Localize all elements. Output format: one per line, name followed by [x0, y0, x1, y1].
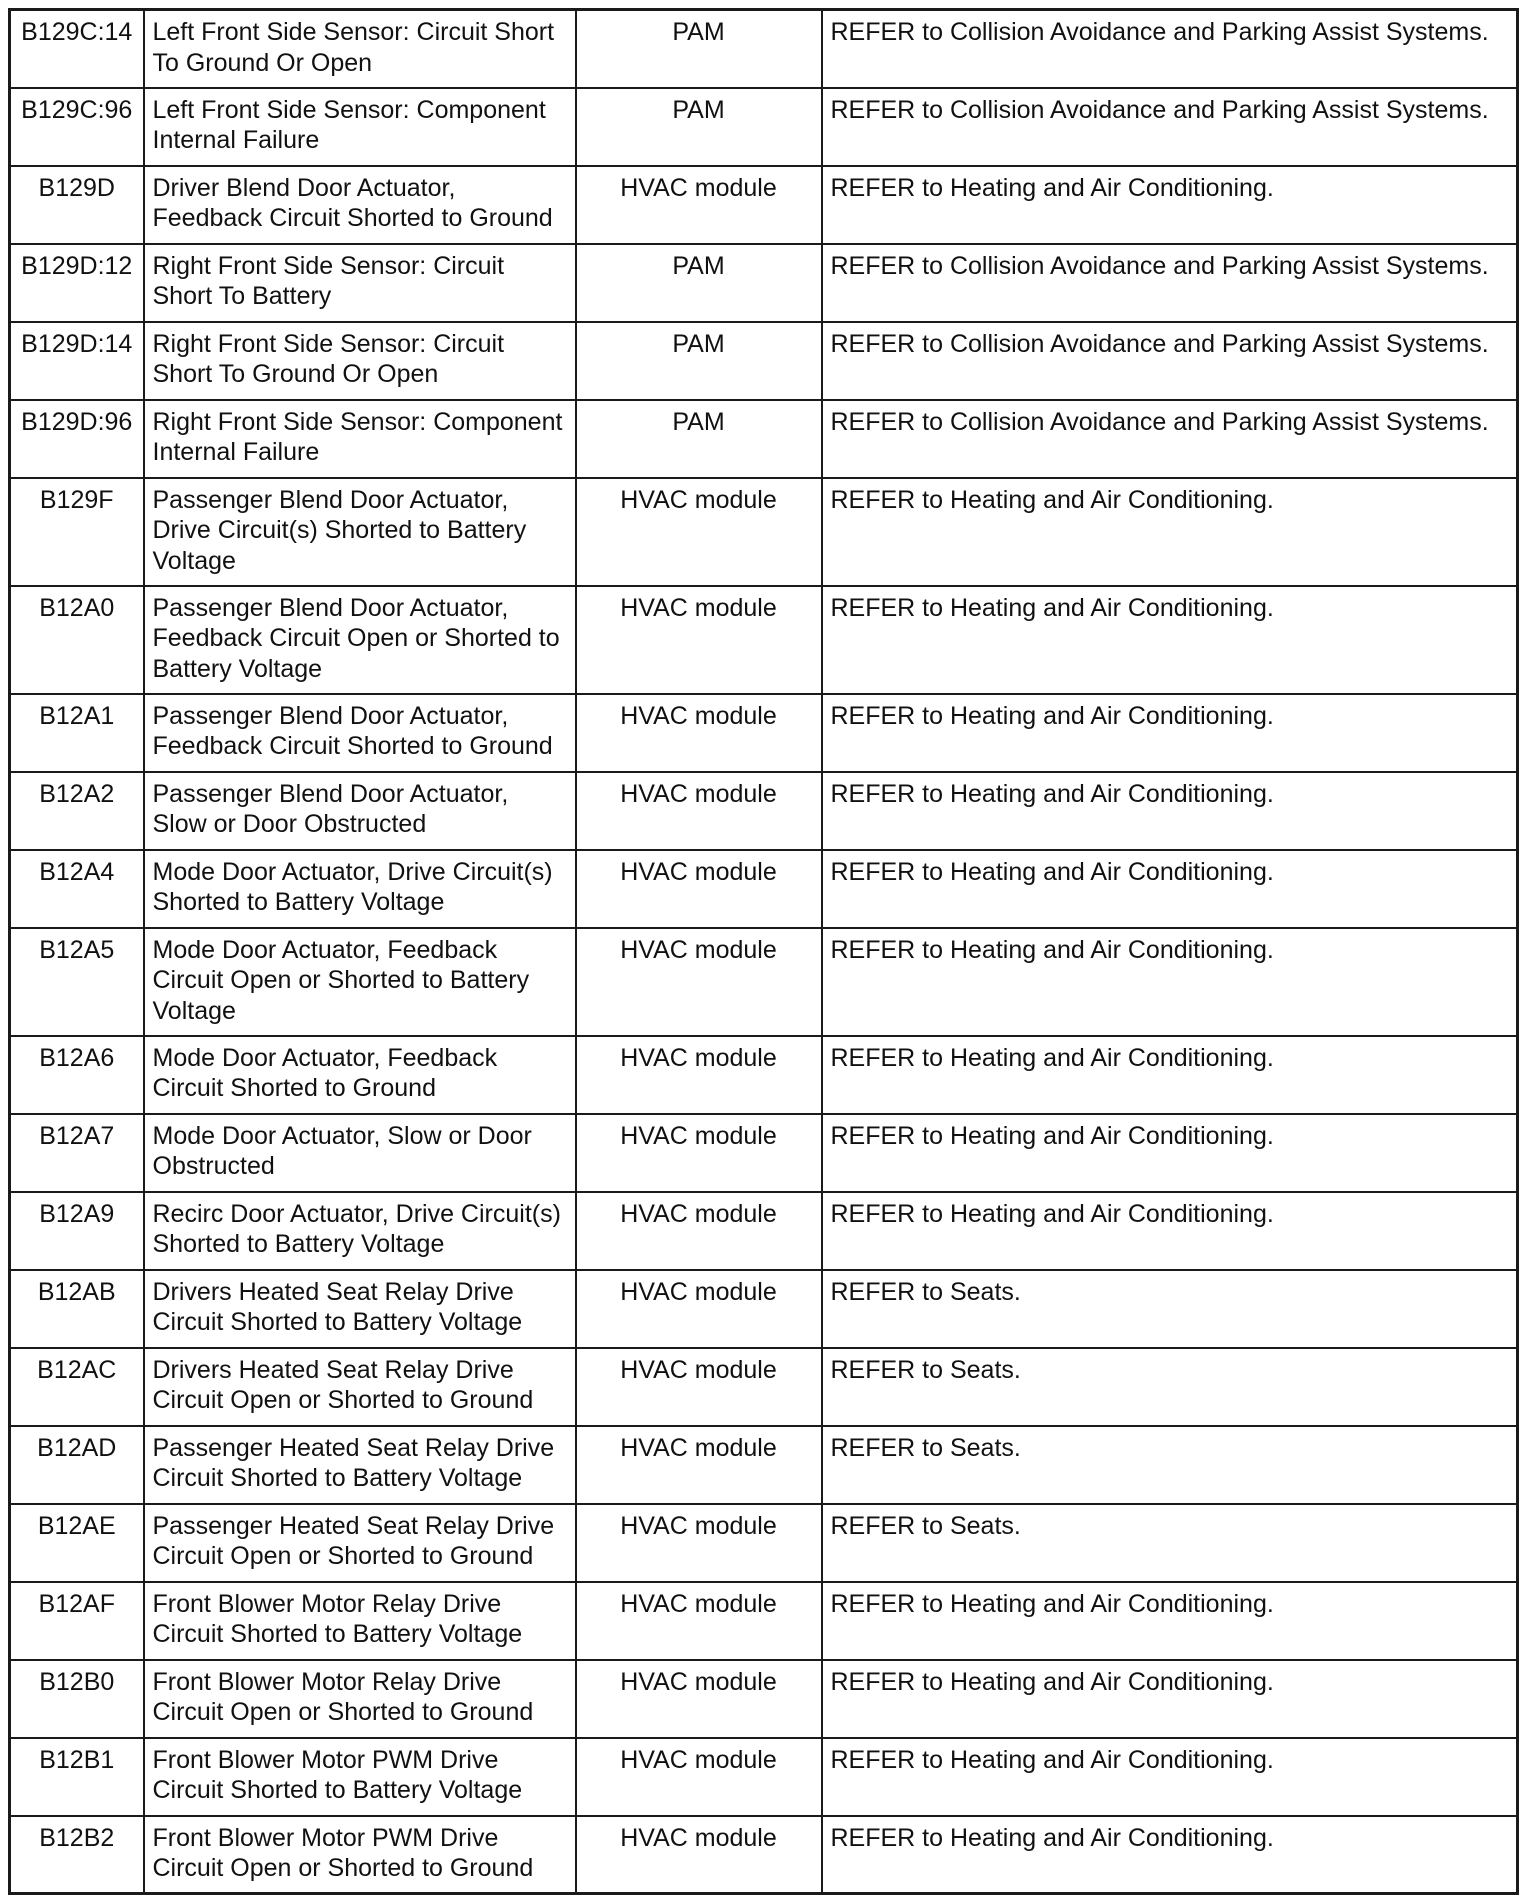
dtc-description-cell: Passenger Blend Door Actuator, Slow or Door Obstructed: [144, 772, 576, 850]
table-row: [10, 1270, 1518, 1348]
table-row: [10, 1504, 1518, 1582]
dtc-code-cell: B129D:14: [10, 322, 144, 400]
dtc-description-cell: Mode Door Actuator, Slow or Door Obstructed: [144, 1114, 576, 1192]
dtc-module-cell: HVAC module: [576, 1114, 822, 1192]
dtc-action-cell: REFER to Heating and Air Conditioning.: [822, 694, 1518, 772]
dtc-action-cell: REFER to Heating and Air Conditioning.: [822, 586, 1518, 694]
dtc-action-cell: REFER to Heating and Air Conditioning.: [822, 1582, 1518, 1660]
dtc-action-cell: REFER to Heating and Air Conditioning.: [822, 1114, 1518, 1192]
dtc-module-cell: PAM: [576, 400, 822, 478]
dtc-module-cell: HVAC module: [576, 1582, 822, 1660]
table-row: [10, 1192, 1518, 1270]
table-row: [10, 1816, 1518, 1894]
dtc-action-cell: REFER to Heating and Air Conditioning.: [822, 478, 1518, 586]
dtc-action-cell: REFER to Heating and Air Conditioning.: [822, 928, 1518, 1036]
dtc-module-cell: HVAC module: [576, 694, 822, 772]
table-row: [10, 1426, 1518, 1504]
dtc-module-cell: HVAC module: [576, 1348, 822, 1426]
table-row: [10, 694, 1518, 772]
dtc-module-cell: HVAC module: [576, 1192, 822, 1270]
dtc-description-cell: Mode Door Actuator, Feedback Circuit Open or Shorted to Battery Voltage: [144, 928, 576, 1036]
dtc-description-cell: Drivers Heated Seat Relay Drive Circuit Open or Shorted to Ground: [144, 1348, 576, 1426]
dtc-module-cell: HVAC module: [576, 166, 822, 244]
dtc-module-cell: HVAC module: [576, 1504, 822, 1582]
dtc-module-cell: PAM: [576, 322, 822, 400]
dtc-action-cell: REFER to Seats.: [822, 1270, 1518, 1348]
dtc-module-cell: PAM: [576, 10, 822, 88]
dtc-action-cell: REFER to Heating and Air Conditioning.: [822, 850, 1518, 928]
dtc-action-cell: REFER to Heating and Air Conditioning.: [822, 1816, 1518, 1894]
dtc-code-cell: B12B1: [10, 1738, 144, 1816]
dtc-code-cell: B12A0: [10, 586, 144, 694]
dtc-description-cell: Left Front Side Sensor: Circuit Short To Ground Or Open: [144, 10, 576, 88]
dtc-code-cell: B129D:96: [10, 400, 144, 478]
table-row: [10, 244, 1518, 322]
dtc-code-cell: B12A2: [10, 772, 144, 850]
dtc-description-cell: Passenger Blend Door Actuator, Feedback Circuit Shorted to Ground: [144, 694, 576, 772]
dtc-code-cell: B12A1: [10, 694, 144, 772]
dtc-description-cell: Mode Door Actuator, Drive Circuit(s) Shorted to Battery Voltage: [144, 850, 576, 928]
dtc-code-cell: B129F: [10, 478, 144, 586]
dtc-description-cell: Mode Door Actuator, Feedback Circuit Shorted to Ground: [144, 1036, 576, 1114]
table-row: [10, 1348, 1518, 1426]
dtc-action-cell: REFER to Collision Avoidance and Parking Assist Systems.: [822, 244, 1518, 322]
dtc-code-cell: B129C:14: [10, 10, 144, 88]
dtc-code-cell: B129D:12: [10, 244, 144, 322]
table-row: [10, 1660, 1518, 1738]
dtc-description-cell: Right Front Side Sensor: Component Internal Failure: [144, 400, 576, 478]
dtc-module-cell: HVAC module: [576, 1660, 822, 1738]
dtc-description-cell: Passenger Blend Door Actuator, Drive Circuit(s) Shorted to Battery Voltage: [144, 478, 576, 586]
dtc-code-cell: B12AF: [10, 1582, 144, 1660]
dtc-action-cell: REFER to Heating and Air Conditioning.: [822, 772, 1518, 850]
dtc-module-cell: HVAC module: [576, 850, 822, 928]
table-row: [10, 772, 1518, 850]
dtc-code-cell: B12B2: [10, 1816, 144, 1894]
table-row: [10, 166, 1518, 244]
table-row: [10, 850, 1518, 928]
dtc-action-cell: REFER to Collision Avoidance and Parking Assist Systems.: [822, 400, 1518, 478]
dtc-description-cell: Passenger Heated Seat Relay Drive Circuit Shorted to Battery Voltage: [144, 1426, 576, 1504]
table-row: [10, 478, 1518, 586]
dtc-code-cell: B12A7: [10, 1114, 144, 1192]
dtc-code-cell: B12AB: [10, 1270, 144, 1348]
dtc-action-cell: REFER to Seats.: [822, 1348, 1518, 1426]
dtc-module-cell: HVAC module: [576, 772, 822, 850]
dtc-action-cell: REFER to Heating and Air Conditioning.: [822, 1192, 1518, 1270]
dtc-description-cell: Right Front Side Sensor: Circuit Short To Ground Or Open: [144, 322, 576, 400]
dtc-action-cell: REFER to Heating and Air Conditioning.: [822, 1660, 1518, 1738]
dtc-description-cell: Left Front Side Sensor: Component Internal Failure: [144, 88, 576, 166]
dtc-description-cell: Recirc Door Actuator, Drive Circuit(s) Shorted to Battery Voltage: [144, 1192, 576, 1270]
dtc-description-cell: Front Blower Motor PWM Drive Circuit Shorted to Battery Voltage: [144, 1738, 576, 1816]
table-row: [10, 1582, 1518, 1660]
table-row: [10, 1036, 1518, 1114]
dtc-module-cell: HVAC module: [576, 1036, 822, 1114]
dtc-module-cell: HVAC module: [576, 586, 822, 694]
dtc-code-cell: B129C:96: [10, 88, 144, 166]
dtc-description-cell: Driver Blend Door Actuator, Feedback Circuit Shorted to Ground: [144, 166, 576, 244]
table-row: [10, 88, 1518, 166]
dtc-action-cell: REFER to Seats.: [822, 1504, 1518, 1582]
dtc-description-cell: Drivers Heated Seat Relay Drive Circuit Shorted to Battery Voltage: [144, 1270, 576, 1348]
dtc-code-cell: B12A5: [10, 928, 144, 1036]
dtc-code-cell: B12B0: [10, 1660, 144, 1738]
dtc-description-cell: Right Front Side Sensor: Circuit Short To Battery: [144, 244, 576, 322]
dtc-description-cell: Passenger Heated Seat Relay Drive Circuit Open or Shorted to Ground: [144, 1504, 576, 1582]
dtc-module-cell: HVAC module: [576, 478, 822, 586]
dtc-description-cell: Front Blower Motor Relay Drive Circuit Open or Shorted to Ground: [144, 1660, 576, 1738]
dtc-action-cell: REFER to Seats.: [822, 1426, 1518, 1504]
table-row: [10, 10, 1518, 88]
dtc-action-cell: REFER to Collision Avoidance and Parking Assist Systems.: [822, 88, 1518, 166]
dtc-code-cell: B12A4: [10, 850, 144, 928]
dtc-code-cell: B129D: [10, 166, 144, 244]
dtc-code-cell: B12AE: [10, 1504, 144, 1582]
dtc-module-cell: PAM: [576, 88, 822, 166]
table-row: [10, 586, 1518, 694]
dtc-code-cell: B12AD: [10, 1426, 144, 1504]
dtc-table: [8, 8, 1519, 1895]
dtc-code-cell: B12A9: [10, 1192, 144, 1270]
table-row: [10, 1114, 1518, 1192]
dtc-module-cell: HVAC module: [576, 1270, 822, 1348]
dtc-action-cell: REFER to Heating and Air Conditioning.: [822, 166, 1518, 244]
table-row: [10, 322, 1518, 400]
dtc-table-body: [10, 10, 1518, 1894]
dtc-action-cell: REFER to Collision Avoidance and Parking Assist Systems.: [822, 10, 1518, 88]
dtc-module-cell: HVAC module: [576, 928, 822, 1036]
table-row: [10, 400, 1518, 478]
dtc-action-cell: REFER to Heating and Air Conditioning.: [822, 1738, 1518, 1816]
dtc-code-cell: B12A6: [10, 1036, 144, 1114]
dtc-module-cell: HVAC module: [576, 1738, 822, 1816]
dtc-module-cell: HVAC module: [576, 1816, 822, 1894]
dtc-module-cell: PAM: [576, 244, 822, 322]
dtc-action-cell: REFER to Heating and Air Conditioning.: [822, 1036, 1518, 1114]
dtc-module-cell: HVAC module: [576, 1426, 822, 1504]
dtc-description-cell: Front Blower Motor PWM Drive Circuit Open or Shorted to Ground: [144, 1816, 576, 1894]
table-row: [10, 928, 1518, 1036]
dtc-description-cell: Front Blower Motor Relay Drive Circuit Shorted to Battery Voltage: [144, 1582, 576, 1660]
table-row: [10, 1738, 1518, 1816]
dtc-code-cell: B12AC: [10, 1348, 144, 1426]
dtc-description-cell: Passenger Blend Door Actuator, Feedback Circuit Open or Shorted to Battery Voltage: [144, 586, 576, 694]
dtc-action-cell: REFER to Collision Avoidance and Parking Assist Systems.: [822, 322, 1518, 400]
